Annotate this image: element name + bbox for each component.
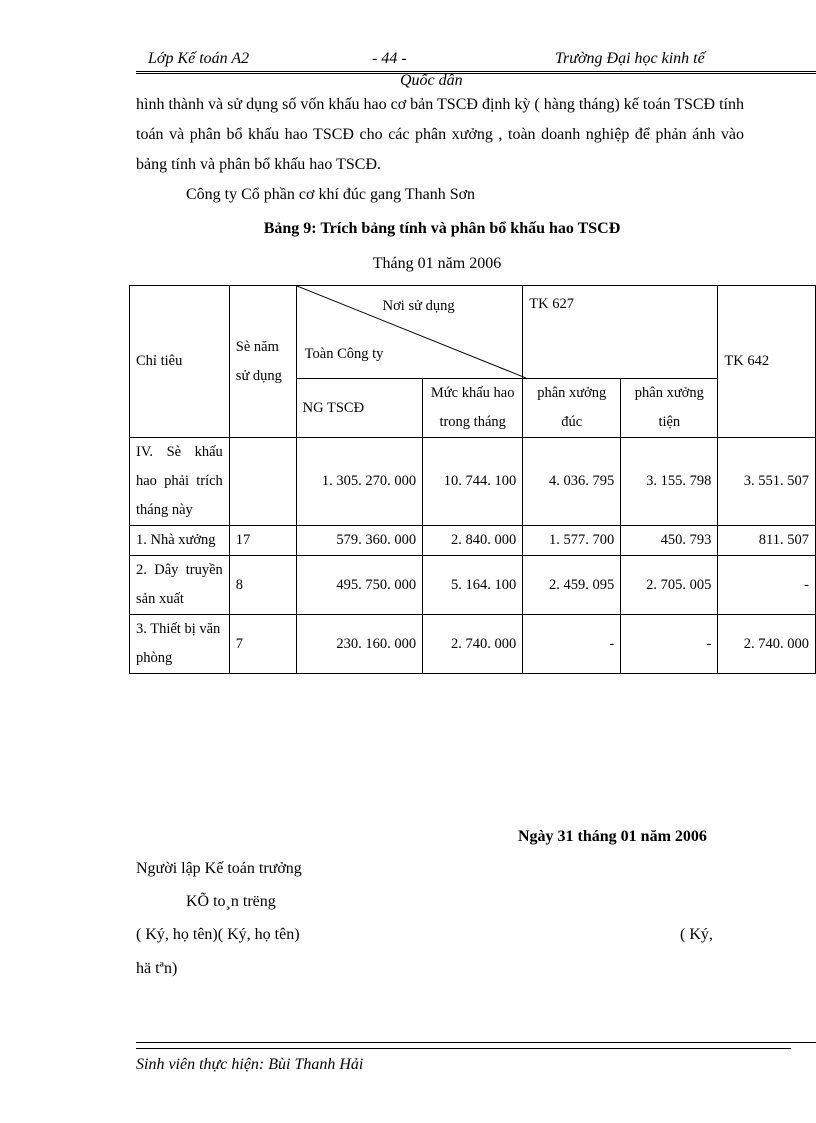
table-row	[130, 556, 816, 615]
col-header-noi-su-dung	[296, 286, 523, 379]
col-header-tk642: TK 642	[718, 286, 816, 438]
signature-sign-note-right: ( Ký,	[680, 926, 713, 943]
table-title: Bảng 9: Trích bảng tính và phân bổ khấu hao TSCĐ	[263, 220, 621, 237]
header-university: Trường Đại học kinh tế	[555, 50, 705, 67]
row-px-duc: 4. 036. 795	[523, 438, 621, 526]
header-rule-2	[136, 73, 816, 74]
col-header-px-duc: phân xưởng đúc	[523, 379, 621, 438]
signature-sign-note-cont: hä tªn)	[136, 960, 178, 977]
row-px-tien: 450. 793	[621, 526, 718, 556]
row-tk642: 3. 551. 507	[718, 438, 816, 526]
row-years: 17	[229, 526, 296, 556]
footer-rule-2	[136, 1048, 791, 1049]
row-years: 7	[229, 615, 296, 674]
header-class: Lớp Kế toán A2	[148, 50, 250, 67]
row-px-duc: 1. 577. 700	[523, 526, 621, 556]
row-tk642: 2. 740. 000	[718, 615, 816, 674]
col-header-ng-tscd: NG TSCĐ	[296, 379, 422, 438]
signature-chief-accountant: KÕ to¸n trëng	[186, 893, 276, 910]
footer-rule	[136, 1042, 816, 1043]
row-tk642: 811. 507	[718, 526, 816, 556]
row-px-duc: -	[523, 615, 621, 674]
col-header-muc-khau-hao: Mức khấu hao trong tháng	[423, 379, 523, 438]
row-ng-tscd: 1. 305. 270. 000	[296, 438, 422, 526]
signature-roles: Người lập Kế toán trưởng	[136, 860, 302, 877]
row-px-tien: -	[621, 615, 718, 674]
table-row	[130, 526, 816, 556]
row-khau-hao: 2. 740. 000	[423, 615, 523, 674]
row-khau-hao: 5. 164. 100	[423, 556, 523, 615]
noi-su-dung-label: Nơi sử dụng	[382, 298, 455, 314]
table-row	[130, 615, 816, 674]
row-ng-tscd: 579. 360. 000	[296, 526, 422, 556]
depreciation-table	[129, 285, 816, 674]
col-header-chi-tieu: Chỉ tiêu	[130, 286, 230, 438]
row-khau-hao: 10. 744. 100	[423, 438, 523, 526]
toan-cong-ty-label: Toàn Công ty	[304, 346, 384, 362]
footer-student: Sinh viên thực hiện: Bùi Thanh Hải	[136, 1056, 364, 1073]
company-name: Công ty Cổ phần cơ khí đúc gang Thanh Sơn	[186, 186, 476, 203]
row-ng-tscd: 230. 160. 000	[296, 615, 422, 674]
col-header-tk627: TK 627	[523, 286, 718, 379]
body-paragraph: hình thành và sử dụng số vốn khấu hao cơ bản TSCĐ định kỳ ( hàng tháng) kế toán TSCĐ tính toán và phân bổ khấu hao TSCĐ cho các phân xưởng , toàn doanh nghiệp để phản ánh vào bảng tính và phân bổ khấu hao TSCĐ.	[136, 96, 744, 173]
header-page-number: - 44 -	[372, 50, 407, 67]
row-label: 2. Dây truyền sản xuất	[130, 556, 230, 615]
table-subtitle: Tháng 01 năm 2006	[372, 255, 502, 272]
row-years	[229, 438, 296, 526]
row-label: 3. Thiết bị văn phòng	[130, 615, 230, 674]
col-header-px-tien: phân xưởng tiện	[621, 379, 718, 438]
header-rule	[136, 71, 816, 72]
row-ng-tscd: 495. 750. 000	[296, 556, 422, 615]
row-khau-hao: 2. 840. 000	[423, 526, 523, 556]
row-tk642: -	[718, 556, 816, 615]
col-header-so-nam: Sè năm sử dụng	[229, 286, 296, 438]
row-label: IV. Sè khấu hao phải trích tháng này	[130, 438, 230, 526]
row-px-tien: 3. 155. 798	[621, 438, 718, 526]
row-label: 1. Nhà xưởng	[130, 526, 230, 556]
row-years: 8	[229, 556, 296, 615]
signature-date: Ngày 31 tháng 01 năm 2006	[518, 828, 707, 845]
row-px-tien: 2. 705. 005	[621, 556, 718, 615]
table-row	[130, 438, 816, 526]
header-university-cont: Quốc dân	[400, 72, 463, 89]
row-px-duc: 2. 459. 095	[523, 556, 621, 615]
signature-sign-note: ( Ký, họ tên)( Ký, họ tên)	[136, 926, 300, 943]
